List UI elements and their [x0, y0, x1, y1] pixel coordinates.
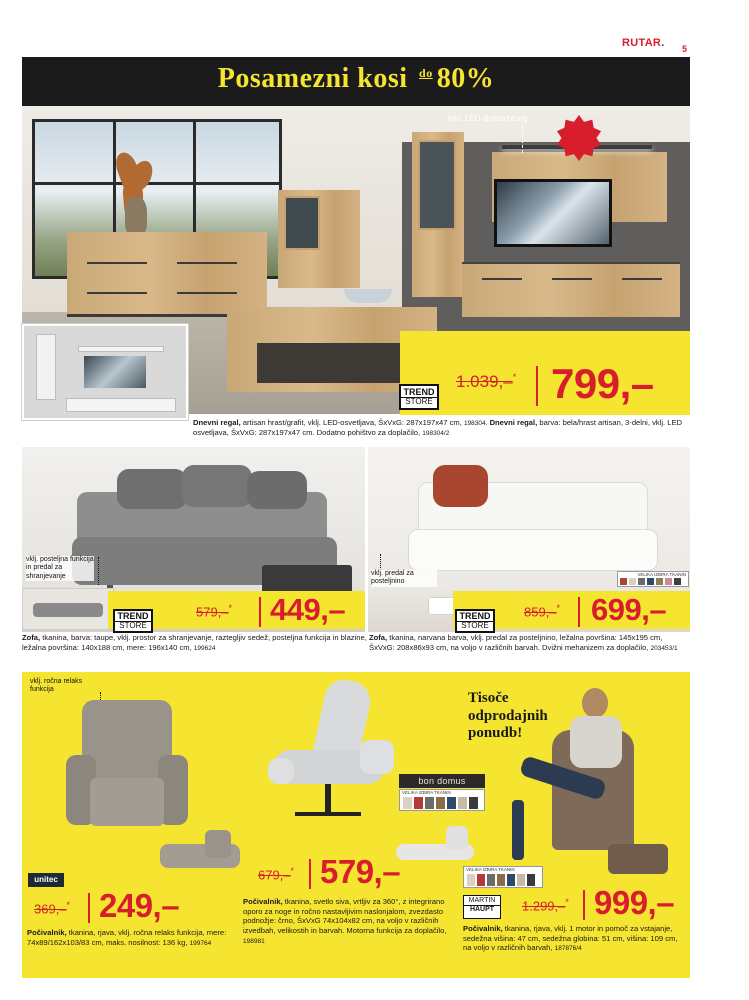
offer-headline: Tisoče odprodajnih ponudb! — [468, 690, 548, 742]
recliner-3-old-price: 1.299,–* — [522, 897, 569, 914]
grey-sofa-callout: vklj. posteljna funkcija in predal za shranjevanje — [26, 556, 94, 580]
led-callout-line — [522, 125, 523, 153]
price-separator — [536, 366, 538, 406]
grey-cushion — [117, 469, 187, 509]
callout-dots — [380, 554, 381, 568]
price-separator — [259, 597, 261, 627]
recliner-1-inset — [150, 828, 250, 880]
recliner-3-description: Počivalnik, tkanina, rjava, vklj. 1 motor in pomoč za vstajanje, sedežna višina: 47 cm, sedežna globina: 51 cm, višina: 109 cm, na voljo v različnih barvah, 187876/4 — [463, 924, 678, 953]
tall-cabinet — [412, 132, 464, 297]
white-sofa-seat — [408, 529, 658, 571]
price-separator — [583, 890, 585, 920]
hero-old-price: 1.039,–* — [456, 372, 517, 391]
bon-domus-logo: bon domus — [399, 774, 485, 788]
recliner-1-photo — [60, 700, 195, 845]
headline-do: do — [419, 65, 433, 80]
brand-name: RUTAR — [622, 37, 662, 49]
decor-vase — [125, 197, 147, 235]
grey-cushion — [247, 471, 307, 509]
recliner-1-callout: vklj. ročna relaks funkcija — [30, 678, 83, 694]
trend-store-logo: TREND STORE — [455, 609, 495, 633]
recliner-3-new-price: 999,– — [594, 884, 675, 921]
trend-store-logo: TREND STORE — [399, 384, 439, 410]
recliner-2-new-price: 579,– — [320, 853, 401, 890]
white-sofa-old-price: 859,–* — [524, 603, 561, 620]
martin-haupt-logo: MARTIN HAUPT — [463, 895, 501, 919]
headline-title: Posamezni kosi $^{do}$ 80% — [217, 63, 495, 94]
recliner-1-new-price: 249,– — [99, 887, 180, 924]
fabric-swatches: VELIKA IZBIRA TKANIN — [463, 866, 543, 888]
page-number: 5 — [682, 44, 688, 54]
decor-bowl — [344, 289, 392, 303]
unitec-logo: unitec — [28, 873, 64, 887]
white-sofa-callout: vklj. predal za posteljnino — [371, 570, 437, 587]
brand-logo — [622, 37, 665, 49]
callout-dots — [98, 557, 99, 585]
recliner-1-description: Počivalnik, tkanina, rjava, vklj. ročna relaks funkcija, mere: 74x89/162x103/83 cm, maks. nosilnost: 136 kg, 199764 — [27, 928, 227, 947]
rust-cushion — [433, 465, 488, 507]
grey-sofa-description: Zofa, tkanina, barva: taupe, vklj. prostor za shranjevanje, raztegljiv sedež, posteljna funkcija in blazine, ležalna površina: 140x188 cm, mere: 196x140 cm, 199624 — [22, 633, 367, 652]
tv-bench — [462, 262, 680, 317]
recliner-2-description: Počivalnik, tkanina, svetlo siva, vrtljiv za 360°, z integrirano oporo za noge in ročno nastavljivim naslonjalom, zvezdasto podnožje: črno, ŠxVxG 74x104x82 cm, na voljo v različnih izvedbah, velikostih in barvah. Motorna funkcija za doplačilo, 198981 — [243, 897, 447, 945]
grey-sofa-old-price: 579,–* — [196, 603, 233, 620]
recliner-2-inset — [390, 822, 480, 872]
trend-store-logo: TREND STORE — [113, 609, 153, 633]
sideboard — [67, 232, 267, 317]
white-sofa-description: Zofa, tkanina, narvana barva, vklj. predal za posteljnino, ležalna površina: 145x195 cm, ŠxVxG: 208x86x93 cm, na voljo v različnih barvah. Dvižni mehanizem za doplačilo, 203453/1 — [369, 633, 678, 652]
hero-description: Dnevni regal, artisan hrast/grafit, vklj. LED-osvetljava, ŠxVxG: 287x197x47 cm, 198304. Dnevni regal, barva: bela/hrast artisan, 3-delni, vklj. LED osvetljava, ŠxVxG: 287x197x47 cm. Dodatno pohištvo za doplačilo, 198304/2 — [193, 418, 683, 438]
price-separator — [578, 597, 580, 627]
price-separator — [88, 893, 90, 923]
led-label: Inkl. LED-Beleuchtung — [448, 114, 528, 123]
recliner-3-inset — [598, 838, 684, 880]
recliner-2-old-price: 679,–* — [258, 866, 295, 883]
hero-inset-photo — [22, 324, 188, 420]
recliner-1-old-price: 369,–* — [34, 900, 71, 917]
hero-new-price: 799,– — [551, 360, 654, 407]
brand-dot: . — [661, 37, 665, 49]
fabric-swatches: VELIKA IZBIRA TKANIN — [399, 789, 485, 811]
price-separator — [309, 859, 311, 889]
grey-sofa-new-price: 449,– — [270, 592, 346, 627]
headline-percent: 80% — [436, 63, 495, 94]
recliner-2-photo — [260, 680, 400, 865]
television — [494, 179, 612, 247]
fabric-swatches: VELIKA IZBIRA TKANIN — [617, 571, 689, 587]
grey-cushion — [182, 465, 252, 507]
white-sofa-new-price: 699,– — [591, 592, 667, 627]
grey-sofa-bed-inset — [22, 588, 114, 630]
vitrine-cabinet — [278, 190, 360, 288]
